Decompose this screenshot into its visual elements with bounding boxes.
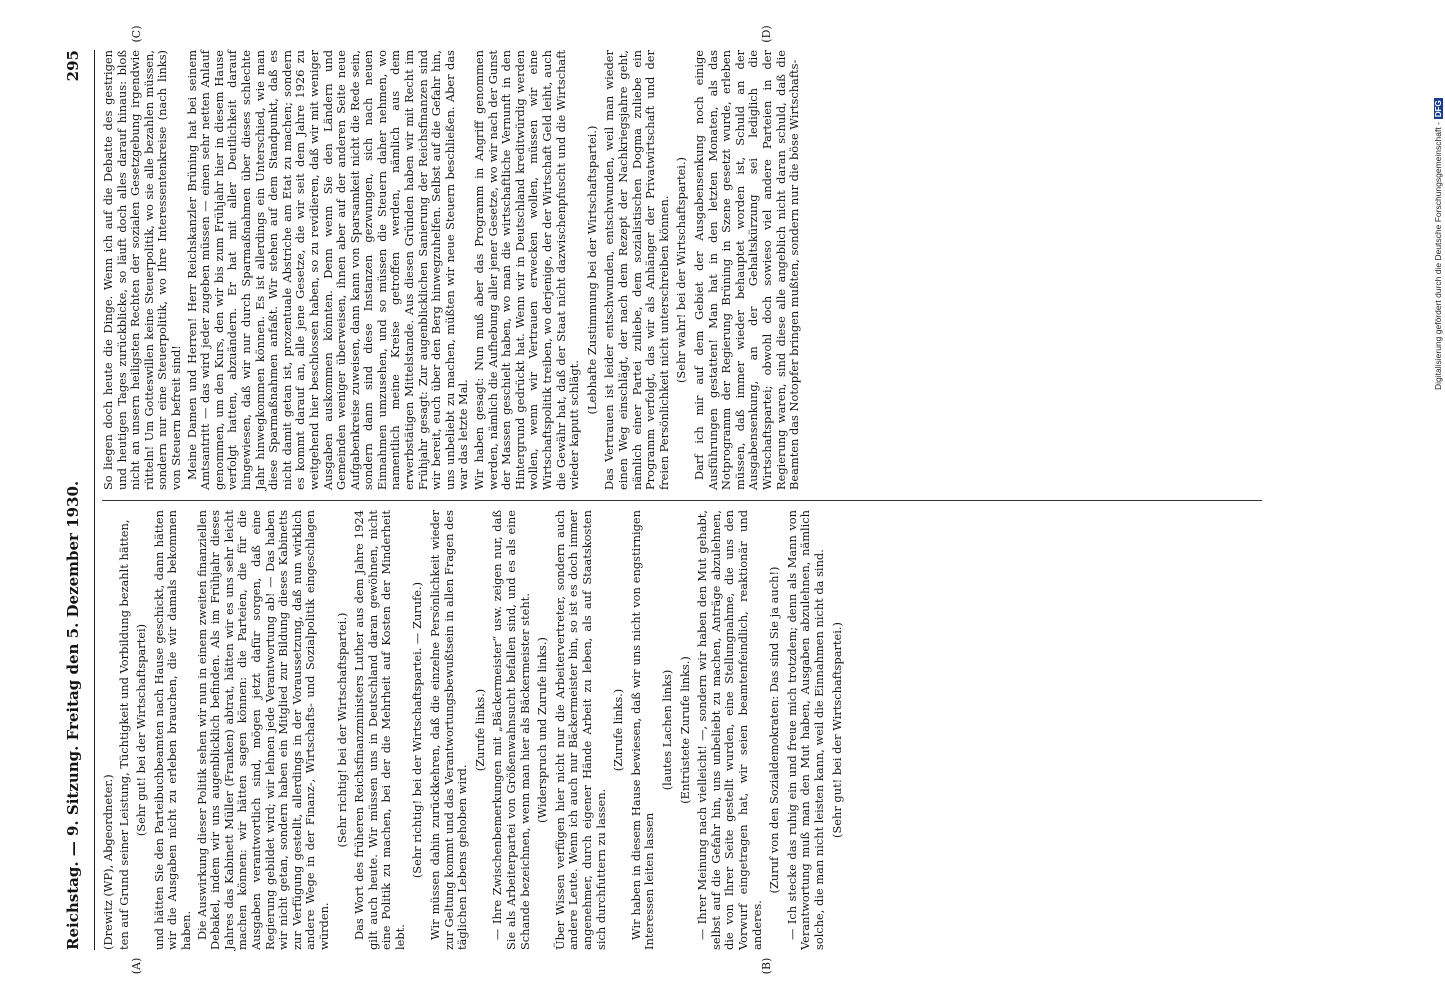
paragraph: (Drewitz (WP), Abgeordneter.): [101, 774, 115, 950]
paragraph: Die Auswirkung dieser Politik sehen wir nun in einem zweiten finanziellen Debakel, indem wir uns augenblicklich befinden. Als im Frühjahr dieses Jahres das Kabinett Müller (Franken) abtrat, hätten wir es uns sehr leicht machen können: wir hätten sagen können: die Parteien, die für die Ausgaben verantwortlich sind, mögen jetzt dafür sorgen, daß eine Regierung gebildet wird; wir lehnen jede Verantwortung ab! — Das haben wir nicht getan, sondern haben ein Mitglied zur Bildung dieses Kabinetts zur Verfügung gestellt, allerdings in der Voraussetzung, daß nun wirklich andere Wege in der Finanz-, Wirtschafts- und Sozialpolitik eingeschlagen würden.: [194, 510, 331, 950]
paragraph: Meine Damen und Herren! Herr Reichskanzler Brüning hat bei seinem Amtsantritt — das wird jeder zugeben müssen — einen sehr netten Anlauf genommen, um den Kurs, den wir bis zum Frühjahr hier in diesem Hause verfolgt hatten, abzuändern. Er hat mit aller Deutlichkeit darauf hingewiesen, daß wir nur durch Sparmaßnahmen über dieses schlechte Jahr hinwegkommen können. Es ist allerdings ein Unterschied, wie man diese Sparmaßnahmen anfaßt. Wir stehen auf dem Standpunkt, daß es nicht damit getan ist, prozentuale Abstriche am Etat zu machen; sondern es kommt darauf an, alle jene Gesetze, die wir seit dem Jahre 1926 zu weitgehend hier beschlossen haben, so zu revidieren, daß wir mit weniger Ausgaben auskommen könnten. Denn wenn Sie den Ländern und Gemeinden weniger überweisen, ihnen aber auf der anderen Seite neue Aufgabenkreise zuweisen, dann kann von Sparsamkeit nicht die Rede sein, sondern dann sind diese Instanzen gezwungen, sich nach neuen Einnahmen umzusehen, und so müssen die Steuern daher nehmen, wo namentlich meine Kreise getroffen werden, nämlich aus dem erwerbstätigen Mittelstande. Aus diesen Gründen haben wir mit Recht im Frühjahr gesagt: Zur augenblicklichen Sanierung der Reichsfinanzen sind wir bereit, euch über den Berg hinwegzuhelfen. Selbst auf die Gefahr hin, uns unbeliebt zu machen, müßten wir neue Steuern beschließen. Aber das war das letzte Mal.: [184, 50, 471, 490]
page-header: [60, 50, 88, 950]
header-rule: [94, 50, 95, 950]
paragraph: Darf ich mir auf dem Gebiet der Ausgabensenkung noch einige Ausführungen gestatten! Man hat in den letzten Monaten, als das Notprogramm der Regierung Brüning in Szene gesetzt wurde, erleben müssen, daß immer wieder behauptet worden ist, Schuld an der Ausgabensenkung, an der Gehaltskürzung sei lediglich die Wirtschaftspartei; obwohl doch sowieso viel andere Parteien in der Regierung waren, sind diese alle angeblich nicht daran schuld, daß die Beamten das Notopfer bringen mußten, sondern nur die böse Wirtschafts-: [691, 50, 802, 490]
interjection: (Sehr gut! bei der Wirtschaftspartei): [134, 623, 149, 837]
paragraph: — Ihre Zwischenbemerkungen mit „Bäckermeister“ usw. zeigen nur, daß Sie als Arbeiterpartei von Größenwahnsucht befallen sind, und es als eine Schande bezeichnen, wenn man hier als Bäckermeister steht.: [490, 510, 532, 950]
interjection: (Zurufe links.): [611, 688, 626, 772]
paragraph: Das Vertrauen ist leider entschwunden, entschwunden, weil man wieder einen Weg einschlägt, der nach dem Rezept der Nachkriegsjahre geht, nämlich einer Partei zuliebe, dem sozialistischen Dogma zuliebe ein Programm verfolgt, das wir als Anhänger der Privatwirtschaft und der freien Persönlichkeit nicht unterschreiben können.: [602, 50, 671, 490]
interjection: (Entrüstete Zurufe links.): [677, 656, 692, 804]
paragraph: ten auf Grund seiner Leistung, Tüchtigkeit und Vorbildung bezahlt hätten,: [116, 519, 131, 950]
digitization-note: [1421, 10, 1443, 390]
paragraph: Wir müssen dahin zurückkehren, daß die einzelne Persönlichkeit wieder zur Geltung kommt und das Verantwortungsbewußtsein in allen Fragen des täglichen Lebens gehoben wird.: [428, 510, 470, 950]
interjection: (Zuruf von den Sozialdemokraten: Das sind Sie ja auch!): [767, 566, 782, 894]
interjection: (Sehr richtig! bei der Wirtschaftspartei. — Zurufe.): [410, 581, 425, 879]
digitization-text: Digitalisierung gefördert durch die Deutsche Forschungsgemeinschaft -: [1433, 122, 1443, 390]
interjection: (Lebhafte Zustimmung bei der Wirtschaftspartei.): [584, 125, 599, 415]
marker-c: (C): [130, 25, 143, 43]
interjection: (Sehr gut! bei der Wirtschaftspartei.): [829, 622, 844, 838]
interjection: (lautes Lachen links): [659, 669, 674, 791]
marker-d: (D): [760, 25, 773, 43]
paragraph: Über Wissen verfügen hier nicht nur die Arbeitervertreter, sondern auch andere Leute. Wenn ich auch nur Bäckermeister bin, so ist es doch immer angenehmer, durch eigener Hände Arbeit zu leben, als auf Staatskosten sich durchfuttern zu lassen.: [552, 510, 608, 950]
rotated-page: [60, 20, 1290, 980]
header-title: Reichstag. — 9. Sitzung. Freitag den 5. Dezember 1930.: [64, 480, 82, 950]
interjection: (Widerspruch und Zurufe links.): [535, 637, 550, 823]
paragraph: Das Wort des früheren Reichsfinanzministers Luther aus dem Jahre 1924 gilt auch heute. Wir müssen uns in Deutschland daran gewöhnen, nicht eine Politik zu machen, bei der die Mehrheit auf Kosten der Minderheit lebt.: [352, 510, 407, 950]
interjection: (Sehr richtig! bei der Wirtschaftspartei.): [334, 612, 349, 848]
paragraph: — Ihrer Meinung nach vielleicht! —, sondern wir haben den Mut gehabt, selbst auf die Gefahr hin, uns unbeliebt zu machen, Anträge abzulehnen, die von Ihrer Seite gestellt wurden, eine Stellungnahme, die uns den Vorwurf eingetragen hat, wir seien beamtenfeindlich, reaktionär und anderes.: [695, 510, 764, 950]
interjection: (Sehr wahr! bei der Wirtschaftspartei.): [674, 156, 689, 384]
marker-b: (B): [760, 957, 773, 975]
dfg-logo: DFG: [1434, 100, 1443, 118]
marker-a: (A): [130, 957, 143, 975]
paragraph: Wir haben gesagt: Nun muß aber das Programm in Angriff genommen werden, nämlich die Aufhebung aller jener Gesetze, wo wir nach der Gunst der Massen geschielt haben, wo man die wirtschaftliche Vernunft in den Hintergrund gedrückt hat. Wenn wir in Deutschland kreditwürdig werden wollen, wenn wir Vertrauen erwecken wollen, müssen wir eine Wirtschaftspolitik treiben, wo derjenige, der der Wirtschaft Geld leiht, auch die Gewähr hat, daß der Staat nicht dazwischenpfuscht und die Wirtschaft wieder kaputt schlägt.: [472, 50, 582, 490]
paragraph: Wir haben in diesem Hause bewiesen, daß wir uns nicht von engstirnigen Interessen leiten lassen: [628, 510, 657, 950]
right-column: [102, 50, 1262, 490]
page-number: 295: [64, 50, 82, 82]
paragraph: und hätten Sie den Parteibuchbeamten nach Hause geschickt, dann hätten wir die Ausgaben nicht zu erleben brauchen, die wir damals bekommen haben.: [151, 510, 193, 950]
interjection: (Zurufe links.): [472, 688, 487, 772]
paragraph: So liegen doch heute die Dinge. Wenn ich auf die Debatte des gestrigen und heutigen Tages zurückblicke, so läuft doch alles darauf hinaus: bloß nicht an unsern heiligsten Rechten der sozialen Gesetzgebung irgendwie rütteln! Um Gotteswillen keine Steuerpolitik, wo sie alle bezahlen müssen, sondern nur eine Steuerpolitik, wo Ihre Interessentenkreise (nach links) von Steuern befreit sind!: [101, 50, 183, 490]
paragraph: — Ich stecke das ruhig ein und freue mich trotzdem; denn als Mann von Verantwortung muß man den Mut haben, Ausgaben abzulehnen, nämlich solche, die man nicht leisten kann, weil die Einnahmen nicht da sind.: [784, 510, 826, 950]
left-column: [102, 510, 1262, 950]
column-divider: [102, 500, 1262, 501]
